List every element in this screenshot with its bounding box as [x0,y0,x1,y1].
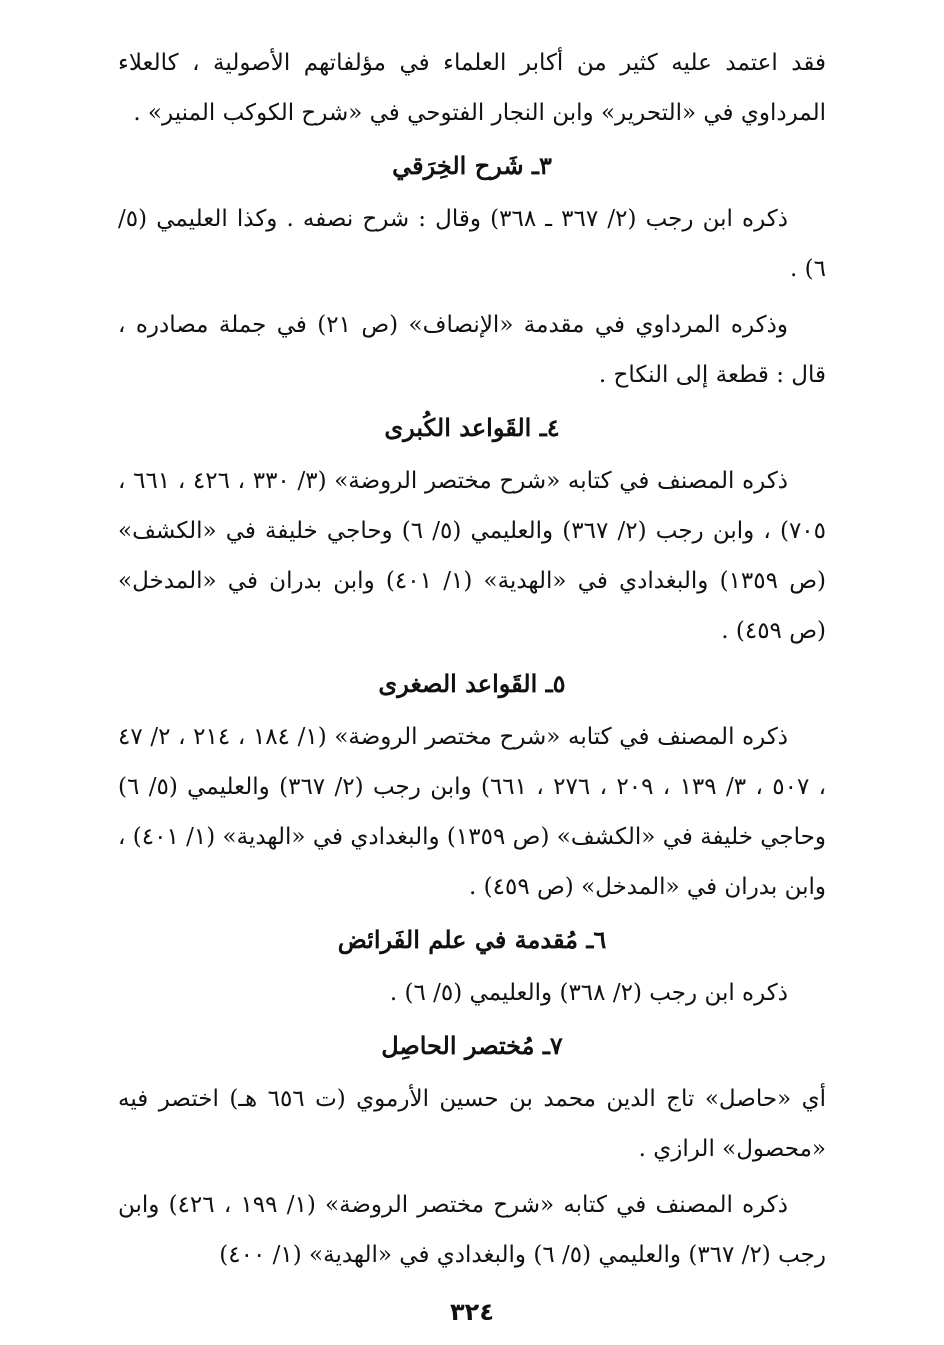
section-heading: ٦ـ مُقدمة في علم الفَرائض [337,925,607,954]
intro-paragraph: فقد اعتمد عليه كثير من أكابر العلماء في مؤلفاتهم الأصولية ، كالعلاء المرداوي في «التحرير» وابن النجار الفتوحي في «شرح الكوكب المنير» . [118,50,826,126]
section-heading: ٤ـ القَواعد الكُبرى [384,413,560,442]
section-5 [118,660,826,912]
page-body [118,38,826,1280]
section-heading: ٥ـ القَواعد الصغرى [378,669,566,698]
section-heading: ٣ـ شَرح الخِرَقي [392,151,552,180]
section-6 [118,916,826,1018]
section-paragraph: وذكره المرداوي في مقدمة «الإنصاف» (ص ٢١) في جملة مصادره ، قال : قطعة إلى النكاح . [118,312,826,388]
section-paragraph: ذكره المصنف في كتابه «شرح مختصر الروضة» (١/ ١٩٩ ، ٤٢٦) وابن رجب (٢/ ٣٦٧) والعليمي (٥/ ٦) والبغدادي في «الهدية» (١/ ٤٠٠) [118,1192,826,1268]
section-7 [118,1022,826,1280]
section-paragraph: أي «حاصل» تاج الدين محمد بن حسين الأرموي (ت ٦٥٦ هـ) اختصر فيه «محصول» الرازي . [118,1086,826,1162]
section-heading: ٧ـ مُختصر الحاصِل [381,1031,563,1060]
section-paragraph: ذكره ابن رجب (٢/ ٣٦٧ ـ ٣٦٨) وقال : شرح نصفه . وكذا العليمي (٥/ ٦) . [118,206,826,282]
section-paragraph: ذكره ابن رجب (٢/ ٣٦٨) والعليمي (٥/ ٦) . [389,980,788,1006]
section-3 [118,142,826,400]
section-paragraph: ذكره المصنف في كتابه «شرح مختصر الروضة» (١/ ١٨٤ ، ٢١٤ ، ٢/ ٤٧ ، ٥٠٧ ، ٣/ ١٣٩ ، ٢٠٩ ، ٢٧٦ ، ٦٦١) وابن رجب (٢/ ٣٦٧) والعليمي (٥/ ٦) وحاجي خليفة في «الكشف» (ص ١٣٥٩) والبغدادي في «الهدية» (١/ ٤٠١) ، وابن بدران في «المدخل» (ص ٤٥٩) . [118,724,827,900]
page-number: ٣٢٤ [450,1298,494,1326]
section-4 [118,404,826,656]
section-paragraph: ذكره المصنف في كتابه «شرح مختصر الروضة» (٣/ ٣٣٠ ، ٤٢٦ ، ٦٦١ ، ٧٠٥) ، وابن رجب (٢/ ٣٦٧) والعليمي (٥/ ٦) وحاجي خليفة في «الكشف» (ص ١٣٥٩) والبغدادي في «الهدية» (١/ ٤٠١) وابن بدران في «المدخل» (ص ٤٥٩) . [118,468,826,644]
